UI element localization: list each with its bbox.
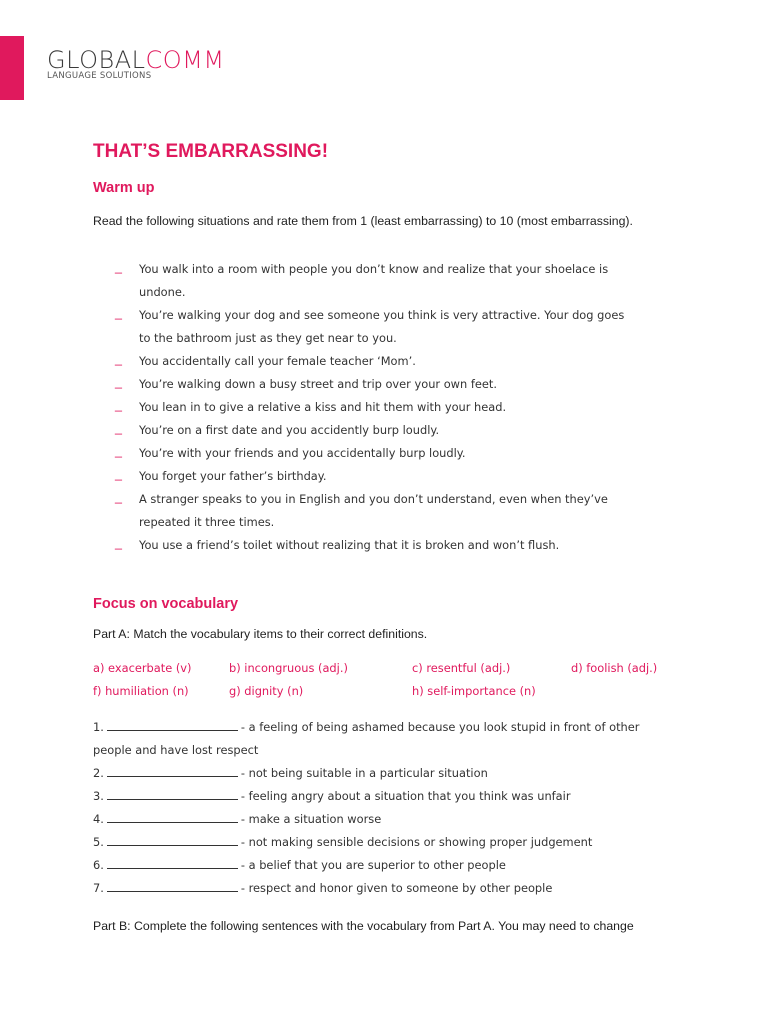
definition-row xyxy=(93,854,693,877)
answer-blank[interactable] xyxy=(107,835,238,846)
situation-item xyxy=(93,442,673,465)
situation-text: You use a friend’s toilet without realizing that it is broken and won’t flush. xyxy=(139,538,560,552)
rating-blank[interactable]: _ xyxy=(115,536,122,550)
definition-text: - not being suitable in a particular situation xyxy=(240,766,488,780)
rating-blank[interactable]: _ xyxy=(115,467,122,481)
rating-blank[interactable]: _ xyxy=(115,421,122,435)
vocab-heading: Focus on vocabulary xyxy=(93,596,239,612)
vocab-word: a) exacerbate (v) xyxy=(93,661,192,675)
situation-text: repeated it three times. xyxy=(139,515,275,529)
part-b-instruction: Part B: Complete the following sentences with the vocabulary from Part A. You may need to change xyxy=(93,919,634,933)
vocab-word: b) incongruous (adj.) xyxy=(229,661,348,675)
situation-item xyxy=(93,373,673,396)
definition-number: 5. xyxy=(93,835,104,849)
situation-text: You’re walking your dog and see someone you think is very attractive. Your dog goes xyxy=(139,308,625,322)
rating-blank[interactable]: _ xyxy=(115,375,122,389)
situation-text: You walk into a room with people you don’t know and realize that your shoelace is xyxy=(139,262,609,276)
vocab-word: c) resentful (adj.) xyxy=(412,661,511,675)
rating-blank[interactable]: _ xyxy=(115,352,122,366)
situation-text: You accidentally call your female teacher ‘Mom’. xyxy=(139,354,416,368)
vocab-word: h) self-importance (n) xyxy=(412,684,536,698)
situation-list xyxy=(93,258,673,557)
answer-blank[interactable] xyxy=(107,720,238,731)
situation-text: You’re on a first date and you accidently burp loudly. xyxy=(139,423,440,437)
answer-blank[interactable] xyxy=(107,812,238,823)
definition-text: - make a situation worse xyxy=(240,812,382,826)
situation-text: You lean in to give a relative a kiss and hit them with your head. xyxy=(139,400,507,414)
logo-wordmark xyxy=(47,47,225,73)
situation-text: You forget your father’s birthday. xyxy=(139,469,327,483)
rating-blank[interactable]: _ xyxy=(115,260,122,274)
situation-text: to the bathroom just as they get near to you. xyxy=(139,331,397,345)
accent-bar xyxy=(0,36,24,100)
rating-blank[interactable]: _ xyxy=(115,444,122,458)
definition-text: - a belief that you are superior to other people xyxy=(240,858,506,872)
rating-blank[interactable]: _ xyxy=(115,490,122,504)
definition-number: 2. xyxy=(93,766,104,780)
logo-global: GLOBAL xyxy=(47,46,146,74)
vocab-word: f) humiliation (n) xyxy=(93,684,189,698)
page-title: THAT’S EMBARRASSING! xyxy=(93,141,329,162)
logo-tagline: LANGUAGE SOLUTIONS xyxy=(47,71,152,81)
definition-list xyxy=(93,716,693,900)
situation-item xyxy=(93,419,673,442)
definition-number: 7. xyxy=(93,881,104,895)
definition-text: - respect and honor given to someone by other people xyxy=(240,881,553,895)
situation-item xyxy=(93,304,673,350)
definition-number: 4. xyxy=(93,812,104,826)
definition-row xyxy=(93,785,693,808)
situation-item xyxy=(93,350,673,373)
answer-blank[interactable] xyxy=(107,766,238,777)
situation-item xyxy=(93,465,673,488)
definition-row xyxy=(93,762,693,785)
situation-text: You’re walking down a busy street and trip over your own feet. xyxy=(139,377,497,391)
definition-number: 1. xyxy=(93,720,104,734)
situation-item xyxy=(93,534,673,557)
definition-continuation: people and have lost respect xyxy=(93,743,259,757)
definition-row xyxy=(93,716,693,739)
definition-number: 3. xyxy=(93,789,104,803)
warmup-instruction: Read the following situations and rate them from 1 (least embarrassing) to 10 (most embarrassing). xyxy=(93,214,633,228)
answer-blank[interactable] xyxy=(107,858,238,869)
answer-blank[interactable] xyxy=(107,789,238,800)
vocab-word: d) foolish (adj.) xyxy=(571,661,658,675)
situation-item xyxy=(93,488,673,534)
definition-text: - a feeling of being ashamed because you look stupid in front of other xyxy=(240,720,640,734)
definition-row xyxy=(93,877,693,900)
situation-text: You’re with your friends and you accidentally burp loudly. xyxy=(139,446,466,460)
situation-item xyxy=(93,396,673,419)
situation-text: undone. xyxy=(139,285,186,299)
warmup-heading: Warm up xyxy=(93,180,155,196)
logo xyxy=(47,47,225,81)
part-a-instruction: Part A: Match the vocabulary items to their correct definitions. xyxy=(93,627,428,641)
situation-item xyxy=(93,258,673,304)
vocab-word: g) dignity (n) xyxy=(229,684,304,698)
definition-text: - feeling angry about a situation that you think was unfair xyxy=(240,789,571,803)
situation-text: A stranger speaks to you in English and you don’t understand, even when they’ve xyxy=(139,492,608,506)
definition-text: - not making sensible decisions or showing proper judgement xyxy=(240,835,593,849)
rating-blank[interactable]: _ xyxy=(115,398,122,412)
rating-blank[interactable]: _ xyxy=(115,306,122,320)
logo-comm: COMM xyxy=(145,46,225,74)
definition-row xyxy=(93,831,693,854)
answer-blank[interactable] xyxy=(107,881,238,892)
definition-number: 6. xyxy=(93,858,104,872)
definition-row xyxy=(93,808,693,831)
